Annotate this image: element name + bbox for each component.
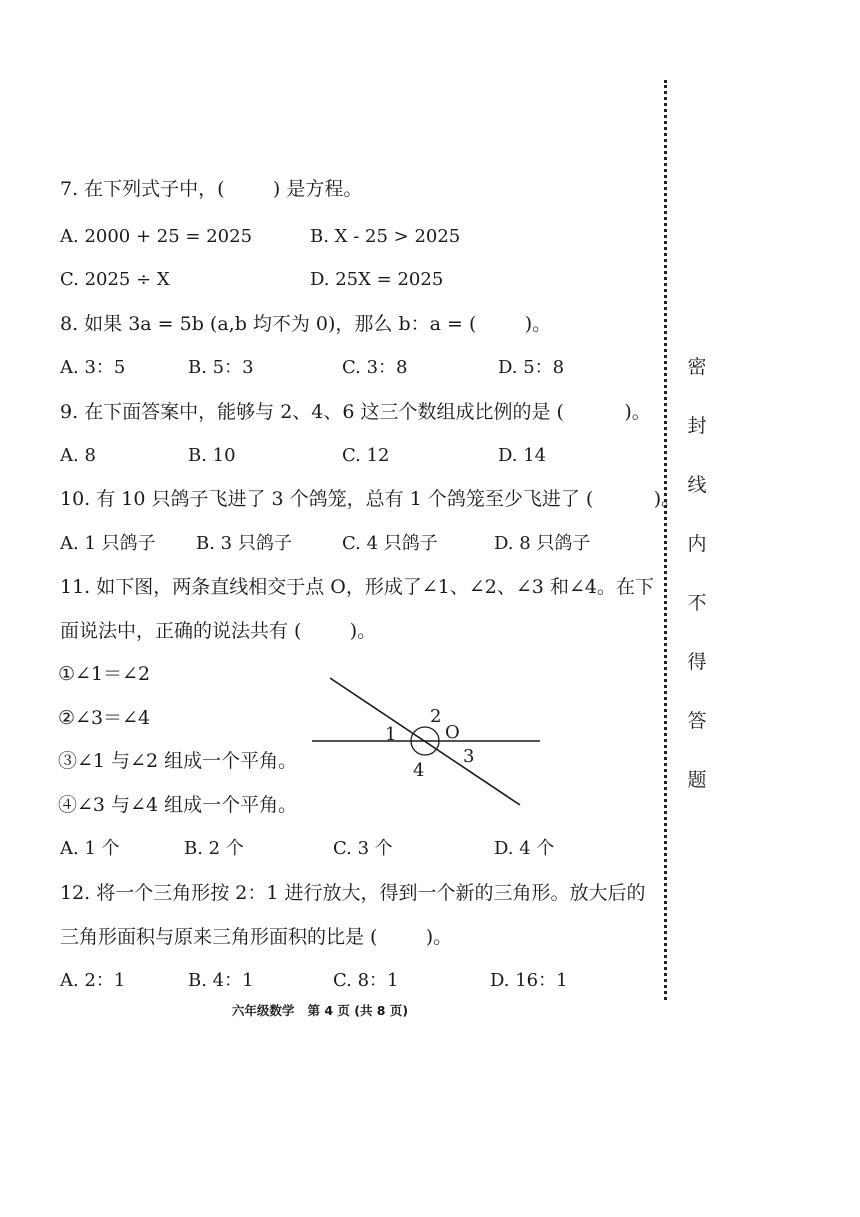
angle-2-label: 2 — [430, 706, 442, 727]
question-8-option-b: B. 5：3 — [188, 357, 254, 378]
question-11-option-c: C. 3 个 — [333, 838, 393, 859]
question-10-stem: 10. 有 10 只鸽子飞进了 3 个鸽笼，总有 1 个鸽笼至少飞进了 ( )。 — [60, 488, 681, 510]
angle-1-label: 1 — [385, 724, 397, 745]
question-10-option-d: D. 8 只鸽子 — [494, 533, 591, 554]
question-9-option-a: A. 8 — [60, 445, 96, 466]
page-footer: 六年级数学 第 4 页 (共 8 页) — [231, 1003, 409, 1018]
question-11-statement-4: ④∠3 与∠4 组成一个平角。 — [58, 794, 298, 816]
intersecting-lines-figure — [300, 670, 550, 815]
question-12-option-a: A. 2：1 — [60, 970, 126, 991]
question-7-option-c: C. 2025 ÷ X — [60, 269, 170, 290]
question-12-option-b: B. 4：1 — [188, 970, 254, 991]
seal-char: 答 — [687, 710, 707, 732]
question-11-option-b: B. 2 个 — [184, 838, 244, 859]
question-8-stem: 8. 如果 3a = 5b (a,b 均不为 0)，那么 b：a = ( )。 — [60, 313, 552, 335]
question-7-stem: 7. 在下列式子中，( ) 是方程。 — [60, 178, 363, 200]
question-10-option-a: A. 1 只鸽子 — [60, 533, 156, 554]
question-11-option-d: D. 4 个 — [494, 838, 555, 859]
question-12-option-d: D. 16：1 — [490, 970, 568, 991]
seal-char: 内 — [687, 533, 707, 555]
seal-char: 线 — [687, 474, 707, 496]
question-7-option-b: B. X - 25 > 2025 — [310, 226, 461, 247]
seal-char: 密 — [687, 356, 707, 378]
question-8-option-c: C. 3：8 — [342, 357, 408, 378]
question-10-option-b: B. 3 只鸽子 — [196, 533, 292, 554]
question-9-option-b: B. 10 — [188, 445, 236, 466]
seal-char: 不 — [687, 592, 707, 614]
question-12-option-c: C. 8：1 — [333, 970, 399, 991]
question-10-option-c: C. 4 只鸽子 — [342, 533, 438, 554]
seal-char: 题 — [687, 769, 707, 791]
question-11-option-a: A. 1 个 — [60, 838, 120, 859]
question-12-stem-line-2: 三角形面积与原来三角形面积的比是 ( )。 — [60, 926, 453, 948]
point-o-label: O — [445, 722, 460, 743]
question-11-statement-2: ②∠3＝∠4 — [58, 707, 151, 729]
question-11-statement-3: ③∠1 与∠2 组成一个平角。 — [58, 750, 298, 772]
seal-char: 封 — [687, 415, 707, 437]
question-8-option-a: A. 3：5 — [60, 357, 126, 378]
question-11-stem-line-2: 面说法中，正确的说法共有 ( )。 — [60, 620, 377, 642]
question-8-option-d: D. 5：8 — [498, 357, 565, 378]
seal-char: 得 — [687, 651, 707, 673]
question-7-option-a: A. 2000 + 25 = 2025 — [60, 226, 253, 247]
seal-notice — [682, 352, 712, 824]
angle-3-label: 3 — [463, 746, 475, 767]
question-12-stem-line-1: 12. 将一个三角形按 2：1 进行放大，得到一个新的三角形。放大后的 — [60, 882, 646, 904]
question-11-statement-1: ①∠1＝∠2 — [58, 663, 151, 685]
seal-dotted-line — [664, 80, 667, 1000]
question-9-option-d: D. 14 — [498, 445, 547, 466]
question-11-stem-line-1: 11. 如下图，两条直线相交于点 O，形成了∠1、∠2、∠3 和∠4。在下 — [60, 576, 654, 598]
question-9-option-c: C. 12 — [342, 445, 390, 466]
question-9-stem: 9. 在下面答案中，能够与 2、4、6 这三个数组成比例的是 ( )。 — [60, 401, 651, 423]
angle-4-label: 4 — [413, 760, 425, 781]
question-7-option-d: D. 25X = 2025 — [310, 269, 444, 290]
